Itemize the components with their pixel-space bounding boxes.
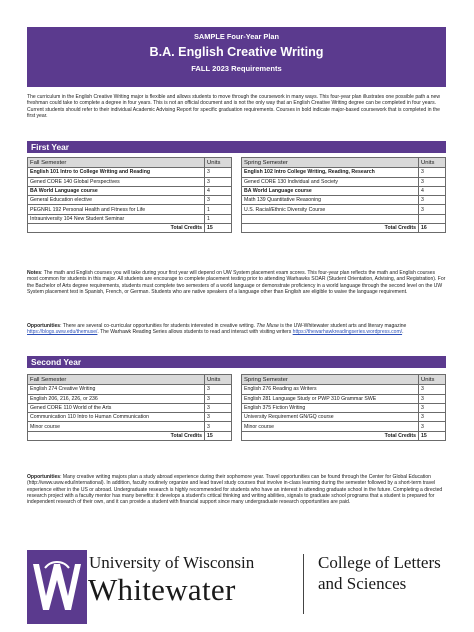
units-header: Units: [419, 158, 446, 168]
course-name: PEGNRL 192 Personal Health and Fitness for Life: [28, 205, 205, 214]
university-name: University of Wisconsin: [89, 553, 255, 572]
total-credits: 15: [419, 431, 446, 440]
course-units: 3: [419, 177, 446, 186]
table-row: [242, 168, 446, 177]
semester-header: Fall Semester: [28, 158, 205, 168]
university-campus: Whitewater: [88, 572, 236, 607]
muse-title: The Muse: [256, 323, 279, 329]
semester-header: Fall Semester: [28, 375, 205, 385]
table-row: [28, 422, 232, 431]
total-row: [28, 224, 232, 233]
course-name: BA World Language course: [242, 186, 419, 195]
table-row: [242, 403, 446, 412]
units-header: Units: [419, 375, 446, 385]
course-name: Gened CORE 140 Global Perspectives: [28, 177, 205, 186]
course-name: English 274 Creative Writing: [28, 385, 205, 394]
units-header: Units: [205, 158, 232, 168]
table-row: [28, 205, 232, 214]
course-units: 3: [419, 205, 446, 214]
course-units: 4: [419, 186, 446, 195]
footer-divider: [303, 554, 304, 614]
total-row: [242, 224, 446, 233]
table-row: [242, 196, 446, 205]
notes-paragraph: [27, 270, 447, 295]
course-name: Math 139 Quantitative Reasoning: [242, 196, 419, 205]
first-year-fall-table: [27, 157, 232, 233]
course-units: 3: [205, 385, 232, 394]
table-row: [28, 196, 232, 205]
college-name-text: College of Letters: [318, 553, 441, 572]
footer: [0, 540, 474, 632]
total-label: Total Credits: [28, 431, 205, 440]
uw-w-logo-icon: [27, 550, 87, 624]
course-units: 3: [419, 403, 446, 412]
table-row: [242, 205, 446, 214]
college-name-line2: and Sciences: [318, 574, 407, 593]
total-label: Total Credits: [242, 431, 419, 440]
opportunities-text: : Many creative writing majors plan a study abroad experience during their sophomore year. Travel opportunities can be found through the Center for Global Education (http://www.uww.edu/international). In addition, faculty routinely organize and lead travel study courses that involve in-class learning during the semester followed by a short-term travel experience either in the US or abroad. Undergraduate research is highly recommended for students who have an interest in attending graduate school in the future. Completing a directed research project with a faculty mentor has many benefits: it develops a student's critical thinking and writing abilities, signals to graduate school programs that a student is prepared for independent research of their own, and it can provide a student with financial support since many undergraduate research opportunities are paid.: [27, 474, 443, 506]
table-row: [242, 214, 446, 223]
course-units: 3: [419, 385, 446, 394]
muse-link[interactable]: https://blogs.uww.edu/themuse/: [27, 329, 98, 336]
table-row: [242, 413, 446, 422]
plan-label: SAMPLE Four-Year Plan: [193, 32, 279, 41]
semester-header: Spring Semester: [242, 158, 419, 168]
course-units: 3: [205, 177, 232, 186]
course-name: English 281 Language Study or PWP 310 Grammar SWE: [242, 394, 419, 403]
course-units: 3: [419, 196, 446, 205]
course-name: English 101 Intro to College Writing and Reading: [28, 168, 205, 177]
first-year-heading: First Year: [27, 141, 446, 153]
second-year-fall-table: [27, 374, 232, 441]
table-row: [28, 168, 232, 177]
opportunities-paragraph: [27, 323, 447, 336]
course-name: English 102 Intro College Writing, Reading, Research: [242, 168, 419, 177]
notes-label: Notes: [27, 270, 42, 276]
second-year-heading: Second Year: [27, 356, 446, 368]
course-units: 3: [419, 413, 446, 422]
course-name: Communication 110 Intro to Human Communication: [28, 413, 205, 422]
course-name: English 206, 216, 226, or 236: [28, 394, 205, 403]
opportunities-text: : There are several co-curricular opportunities for students interested in creative writing.: [60, 323, 257, 329]
units-header: Units: [205, 375, 232, 385]
table-row: [242, 186, 446, 195]
notes-text: : The math and English courses you will take during your first year will depend on UW System placement exam scores. This four-year plan reflects the math and English courses most common for students in this major. All students are encourage to complete placement testing prior to attending Warhawks SOAR (Student Orientation, Advising, and Registration). For the Bachelor of Arts degree requirements, students must complete two semesters of a world language or demonstrate proficiency in a world language through the second level on the UW System placement test in Spanish, French, or German. Students who are native speakers of a language other than English are eligible to waive the language requirement.: [27, 270, 446, 296]
second-year-spring-table: [241, 374, 446, 441]
total-credits: 16: [419, 224, 446, 233]
opportunities-text: .: [402, 329, 404, 336]
table-row: [28, 186, 232, 195]
course-units: 3: [205, 168, 232, 177]
table-row: [28, 413, 232, 422]
table-row: [242, 177, 446, 186]
total-label: Total Credits: [28, 224, 205, 233]
total-credits: 15: [205, 224, 232, 233]
course-units: 3: [205, 403, 232, 412]
course-name: Gened CORE 130 Individual and Society: [242, 177, 419, 186]
total-credits: 15: [205, 431, 232, 440]
opportunities-text: is the UW-Whitewater student arts and literary magazine: [278, 323, 407, 329]
table-row: [242, 385, 446, 394]
opportunities-label: Opportunities: [27, 474, 61, 480]
total-row: [242, 431, 446, 440]
course-units: [419, 214, 446, 223]
course-units: 3: [205, 394, 232, 403]
course-units: 3: [205, 196, 232, 205]
table-row: [242, 422, 446, 431]
college-name-line1: [318, 553, 441, 573]
course-name: English 276 Reading as Writers: [242, 385, 419, 394]
course-units: 3: [205, 422, 232, 431]
course-name: BA World Language course: [28, 186, 205, 195]
course-units: 1: [205, 205, 232, 214]
course-name: Minor course: [242, 422, 419, 431]
course-name: General Education elective: [28, 196, 205, 205]
course-units: 3: [205, 413, 232, 422]
reading-series-link[interactable]: https://thewarhawkreadingseries.wordpress.com/: [292, 329, 403, 336]
course-units: 4: [205, 186, 232, 195]
table-row: [242, 394, 446, 403]
total-label: Total Credits: [242, 224, 419, 233]
table-row: [28, 214, 232, 223]
table-row: [28, 403, 232, 412]
course-name: Intrauniversity 104 New Student Seminar: [28, 214, 205, 223]
term-label: FALL 2023 Requirements: [191, 64, 282, 73]
table-row: [28, 177, 232, 186]
table-row: [28, 394, 232, 403]
opportunities-label: Opportunities: [27, 323, 61, 329]
course-name: U.S. Racial/Ethnic Diversity Course: [242, 205, 419, 214]
semester-header: Spring Semester: [242, 375, 419, 385]
intro-paragraph: The curriculum in the English Creative Writing major is flexible and allows students to move through the coursework in many ways. This four-year plan illustrates one possible path a new freshman could take to complete a degree in four years. This is not an official document and is not the only way that an English Creative Writing degree can be completed in four years. Current students should refer to their individual Academic Advising Report for specific graduation requirements. Courses in bold indicate major-based coursework that is completed in the first year.: [27, 94, 441, 120]
course-name: English 375 Fiction Writing: [242, 403, 419, 412]
course-name: University Requirement GN/GQ course: [242, 413, 419, 422]
course-units: 3: [419, 394, 446, 403]
course-name: Gened CORE 110 World of the Arts: [28, 403, 205, 412]
course-units: 1: [205, 214, 232, 223]
course-name: [242, 214, 419, 223]
course-units: 3: [419, 422, 446, 431]
page-title: B.A. English Creative Writing: [149, 45, 324, 59]
total-row: [28, 431, 232, 440]
study-abroad-paragraph: [27, 474, 447, 506]
course-units: 3: [419, 168, 446, 177]
course-name: Minor course: [28, 422, 205, 431]
opportunities-text: . The Warhawk Reading Series allows students to read and interact with visiting writers: [97, 329, 293, 336]
first-year-spring-table: [241, 157, 446, 233]
table-row: [28, 385, 232, 394]
title-banner: [27, 27, 446, 87]
